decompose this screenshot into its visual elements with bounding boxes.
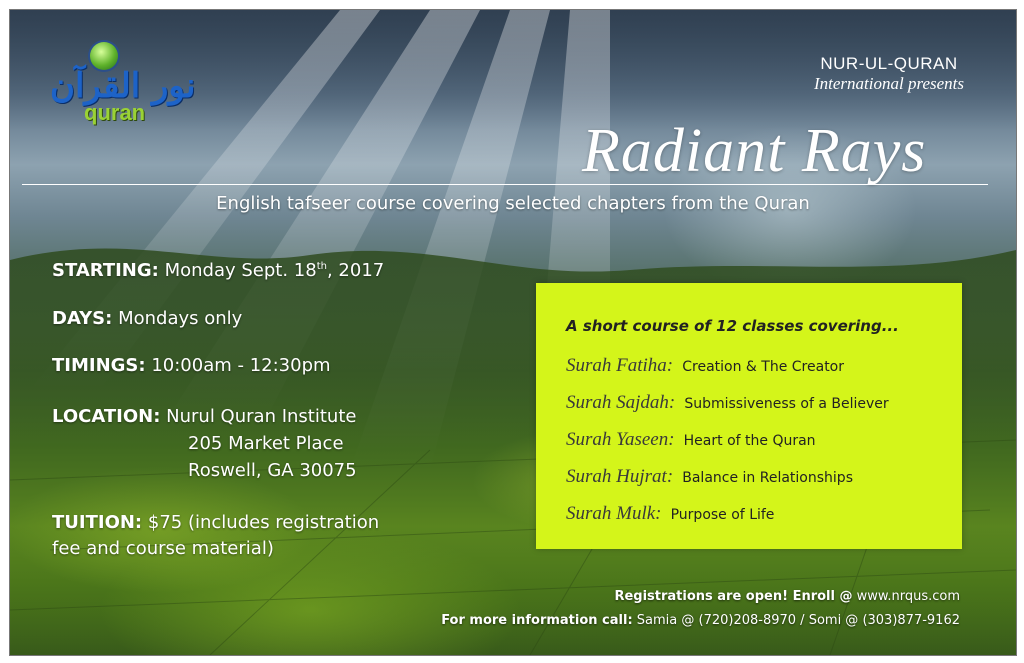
timings-label: TIMINGS: — [52, 355, 146, 376]
logo-latin-text: quran — [84, 100, 146, 125]
course-title: Radiant Rays — [582, 117, 927, 185]
location-row — [52, 403, 357, 484]
presents-text: International presents — [814, 74, 964, 93]
registration-text: Registrations are open! Enroll @ — [614, 589, 853, 604]
surah-name: Surah Fatiha: — [566, 355, 674, 376]
surah-name: Surah Hujrat: — [566, 466, 674, 487]
contact-details: Samia @ (720)208-8970 / Somi @ (303)877-9162 — [636, 613, 960, 628]
tuition-row — [52, 510, 379, 562]
surah-item — [566, 429, 816, 451]
contact-label: For more information call: — [441, 613, 633, 628]
surah-topic: Heart of the Quran — [683, 433, 816, 449]
starting-year: , 2017 — [326, 260, 385, 281]
days-value: Mondays only — [118, 308, 243, 329]
days-row — [52, 308, 242, 329]
tuition-label: TUITION: — [52, 512, 143, 533]
nur-ul-quran-logo — [46, 40, 196, 130]
surah-topic: Creation & The Creator — [682, 359, 844, 375]
location-line-1: Nurul Quran Institute — [166, 406, 357, 427]
location-line-3: Roswell, GA 30075 — [188, 460, 357, 481]
location-label: LOCATION: — [52, 406, 161, 427]
days-label: DAYS: — [52, 308, 113, 329]
surah-topic: Balance in Relationships — [682, 470, 853, 486]
course-subtitle: English tafseer course covering selected chapters from the Quran — [216, 193, 810, 214]
surah-name: Surah Yaseen: — [566, 429, 675, 450]
surah-topic: Submissiveness of a Believer — [684, 396, 889, 412]
location-line-2: 205 Market Place — [188, 433, 344, 454]
starting-date-suffix: th — [316, 261, 327, 272]
registration-url[interactable]: www.nrqus.com — [856, 589, 960, 604]
starting-row — [52, 260, 384, 281]
surah-item — [566, 392, 889, 414]
flyer — [9, 9, 1017, 656]
timings-row — [52, 355, 331, 376]
course-topics-box — [536, 283, 962, 549]
title-divider — [22, 184, 988, 185]
surah-item — [566, 355, 844, 377]
surah-item — [566, 503, 774, 525]
surah-topic: Purpose of Life — [670, 507, 775, 523]
starting-label: STARTING: — [52, 260, 159, 281]
surah-item — [566, 466, 853, 488]
starting-date: Monday Sept. 18 — [164, 260, 317, 281]
logo-arabic-text: نور القرآن — [50, 66, 196, 106]
presenter-block — [814, 54, 964, 94]
tuition-line-1: $75 (includes registration — [147, 512, 380, 533]
surah-name: Surah Sajdah: — [566, 392, 676, 413]
starting-value — [165, 260, 385, 281]
course-topics-heading: A short course of 12 classes covering... — [566, 317, 899, 335]
timings-value: 10:00am - 12:30pm — [151, 355, 331, 376]
registration-line — [614, 589, 960, 604]
organization-name: NUR-UL-QURAN — [820, 54, 958, 73]
contact-line — [441, 613, 960, 628]
tuition-line-2: fee and course material) — [52, 538, 274, 559]
surah-name: Surah Mulk: — [566, 503, 662, 524]
